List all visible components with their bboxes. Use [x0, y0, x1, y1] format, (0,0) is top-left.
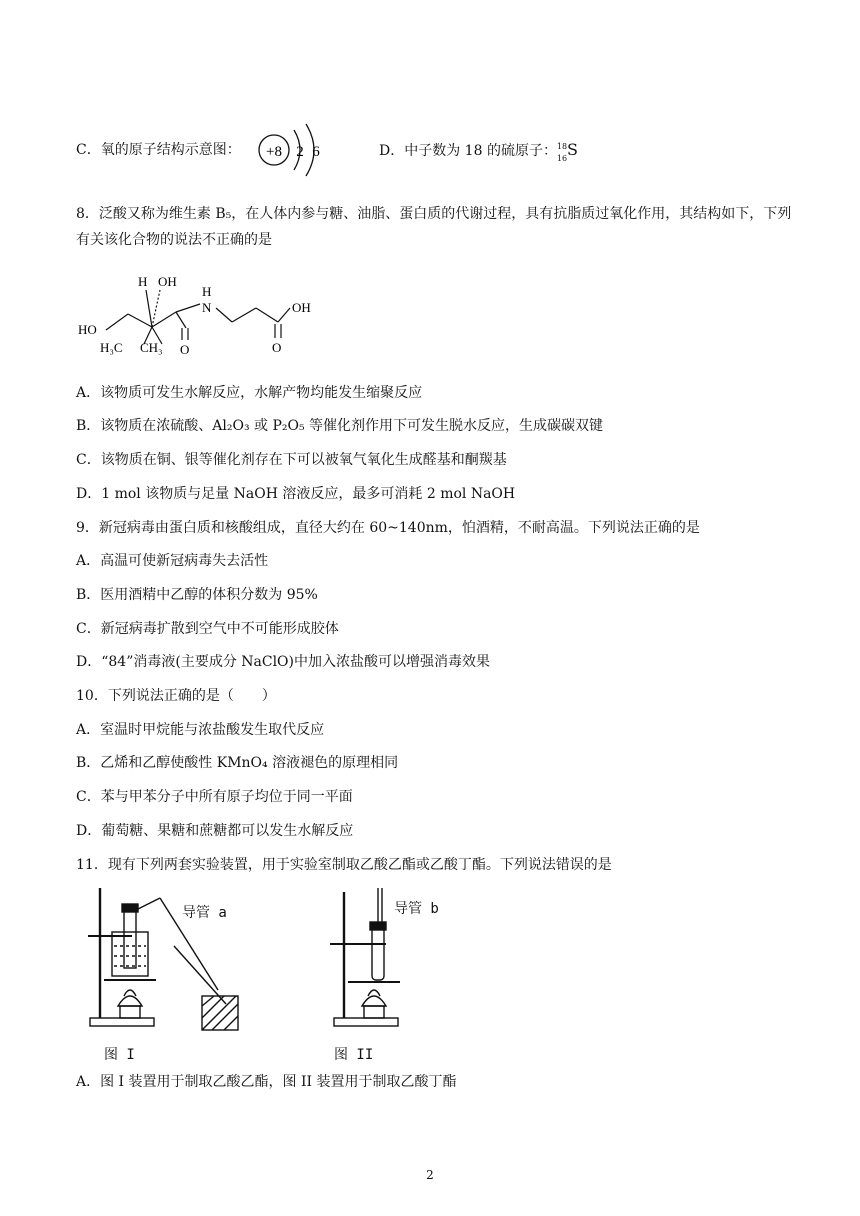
mol-H: H: [138, 274, 148, 289]
option-9a: A．高温可使新冠病毒失去活性: [76, 553, 269, 569]
test-tube-2: [372, 924, 384, 980]
mol-OH-right: OH: [292, 300, 311, 315]
label-tube-b: 导管 b: [394, 901, 439, 917]
mol-H3C: H₃C: [100, 340, 123, 355]
option-10b: B．乙烯和乙醇使酸性 KMnO₄ 溶液褪色的原理相同: [76, 755, 399, 771]
option-11a: A．图 I 装置用于制取乙酸乙酯，图 II 装置用于制取乙酸丁酯: [76, 1074, 457, 1090]
label-fig-2: 图 II: [334, 1047, 374, 1063]
mol-CH3: CH₃: [140, 340, 163, 355]
option-8b: B．该物质在浓硫酸、Al₂O₃ 或 P₂O₅ 等催化剂作用下可发生脱水反应，生成碳碳双键: [76, 418, 604, 434]
mol-OH-top: OH: [158, 274, 177, 289]
oxygen-atom-diagram: [250, 120, 330, 184]
stand-base-2: [334, 1018, 398, 1026]
mol-O2: O: [272, 340, 282, 355]
sulfur-isotope-scripts: [556, 141, 568, 163]
stand-base-1: [90, 1018, 154, 1026]
option-10d: D．葡萄糖、果糖和蔗糖都可以发生水解反应: [76, 823, 354, 839]
option-10a: A．室温时甲烷能与浓盐酸发生取代反应: [76, 722, 325, 738]
question-11: 11．现有下列两套实验装置，用于实验室制取乙酸乙酯或乙酸丁酯。下列说法错误的是: [76, 857, 612, 873]
question-9: 9．新冠病毒由蛋白质和核酸组成，直径大约在 60~140nm，怕酒精，不耐高温。下列说法正确的是: [76, 520, 700, 536]
sulfur-symbol: S: [566, 140, 578, 159]
option-9d: D．“84”消毒液(主要成分 NaClO)中加入浓盐酸可以增强消毒效果: [76, 654, 490, 670]
nucleus-charge: +8: [266, 144, 282, 160]
shell2-electrons: 6: [312, 144, 320, 160]
option-8c: C．该物质在铜、银等催化剂存在下可以被氧气氧化生成醛基和酮羰基: [76, 452, 507, 468]
option-9c: C．新冠病毒扩散到空气中不可能形成胶体: [76, 621, 339, 637]
sulfur-mass-number: 18: [556, 142, 568, 151]
option-7c: C．氧的原子结构示意图：: [76, 142, 241, 158]
beaker-1: [112, 932, 148, 976]
test-tube-1: [124, 908, 136, 968]
label-tube-a: 导管 a: [182, 905, 227, 921]
page-number: 2: [426, 1168, 434, 1182]
option-10c: C．苯与甲苯分子中所有原子均位于同一平面: [76, 789, 353, 805]
gas-tube-1: [136, 898, 160, 910]
mol-O1: O: [180, 342, 190, 357]
option-8d: D．1 mol 该物质与足量 NaOH 溶液反应，最多可消耗 2 mol NaOH: [76, 486, 516, 502]
option-9b: B．医用酒精中乙醇的体积分数为 95%: [76, 587, 318, 603]
sulfur-atomic-number: 16: [556, 154, 568, 163]
option-7d-text: D．中子数为 18 的硫原子：: [379, 143, 557, 159]
option-7d: [379, 140, 578, 163]
mol-NH-hydrogen: H: [202, 284, 212, 299]
mol-N: N: [202, 300, 212, 315]
apparatus-figure-1: [84, 884, 264, 1032]
label-fig-1: 图 I: [104, 1047, 135, 1063]
option-8a: A．该物质可发生水解反应，水解产物均能发生缩聚反应: [76, 385, 423, 401]
mol-HO: HO: [78, 322, 97, 337]
question-8: 8．泛酸又称为维生素 B₅，在人体内参与糖、油脂、蛋白质的代谢过程，具有抗脂质过氧化作用，其结构如下，下列有关该化合物的说法不正确的是: [76, 206, 792, 248]
pantothenic-acid-structure: [74, 272, 334, 364]
question-10: 10．下列说法正确的是（ ）: [76, 688, 276, 704]
shell1-electrons: 2: [296, 144, 304, 160]
